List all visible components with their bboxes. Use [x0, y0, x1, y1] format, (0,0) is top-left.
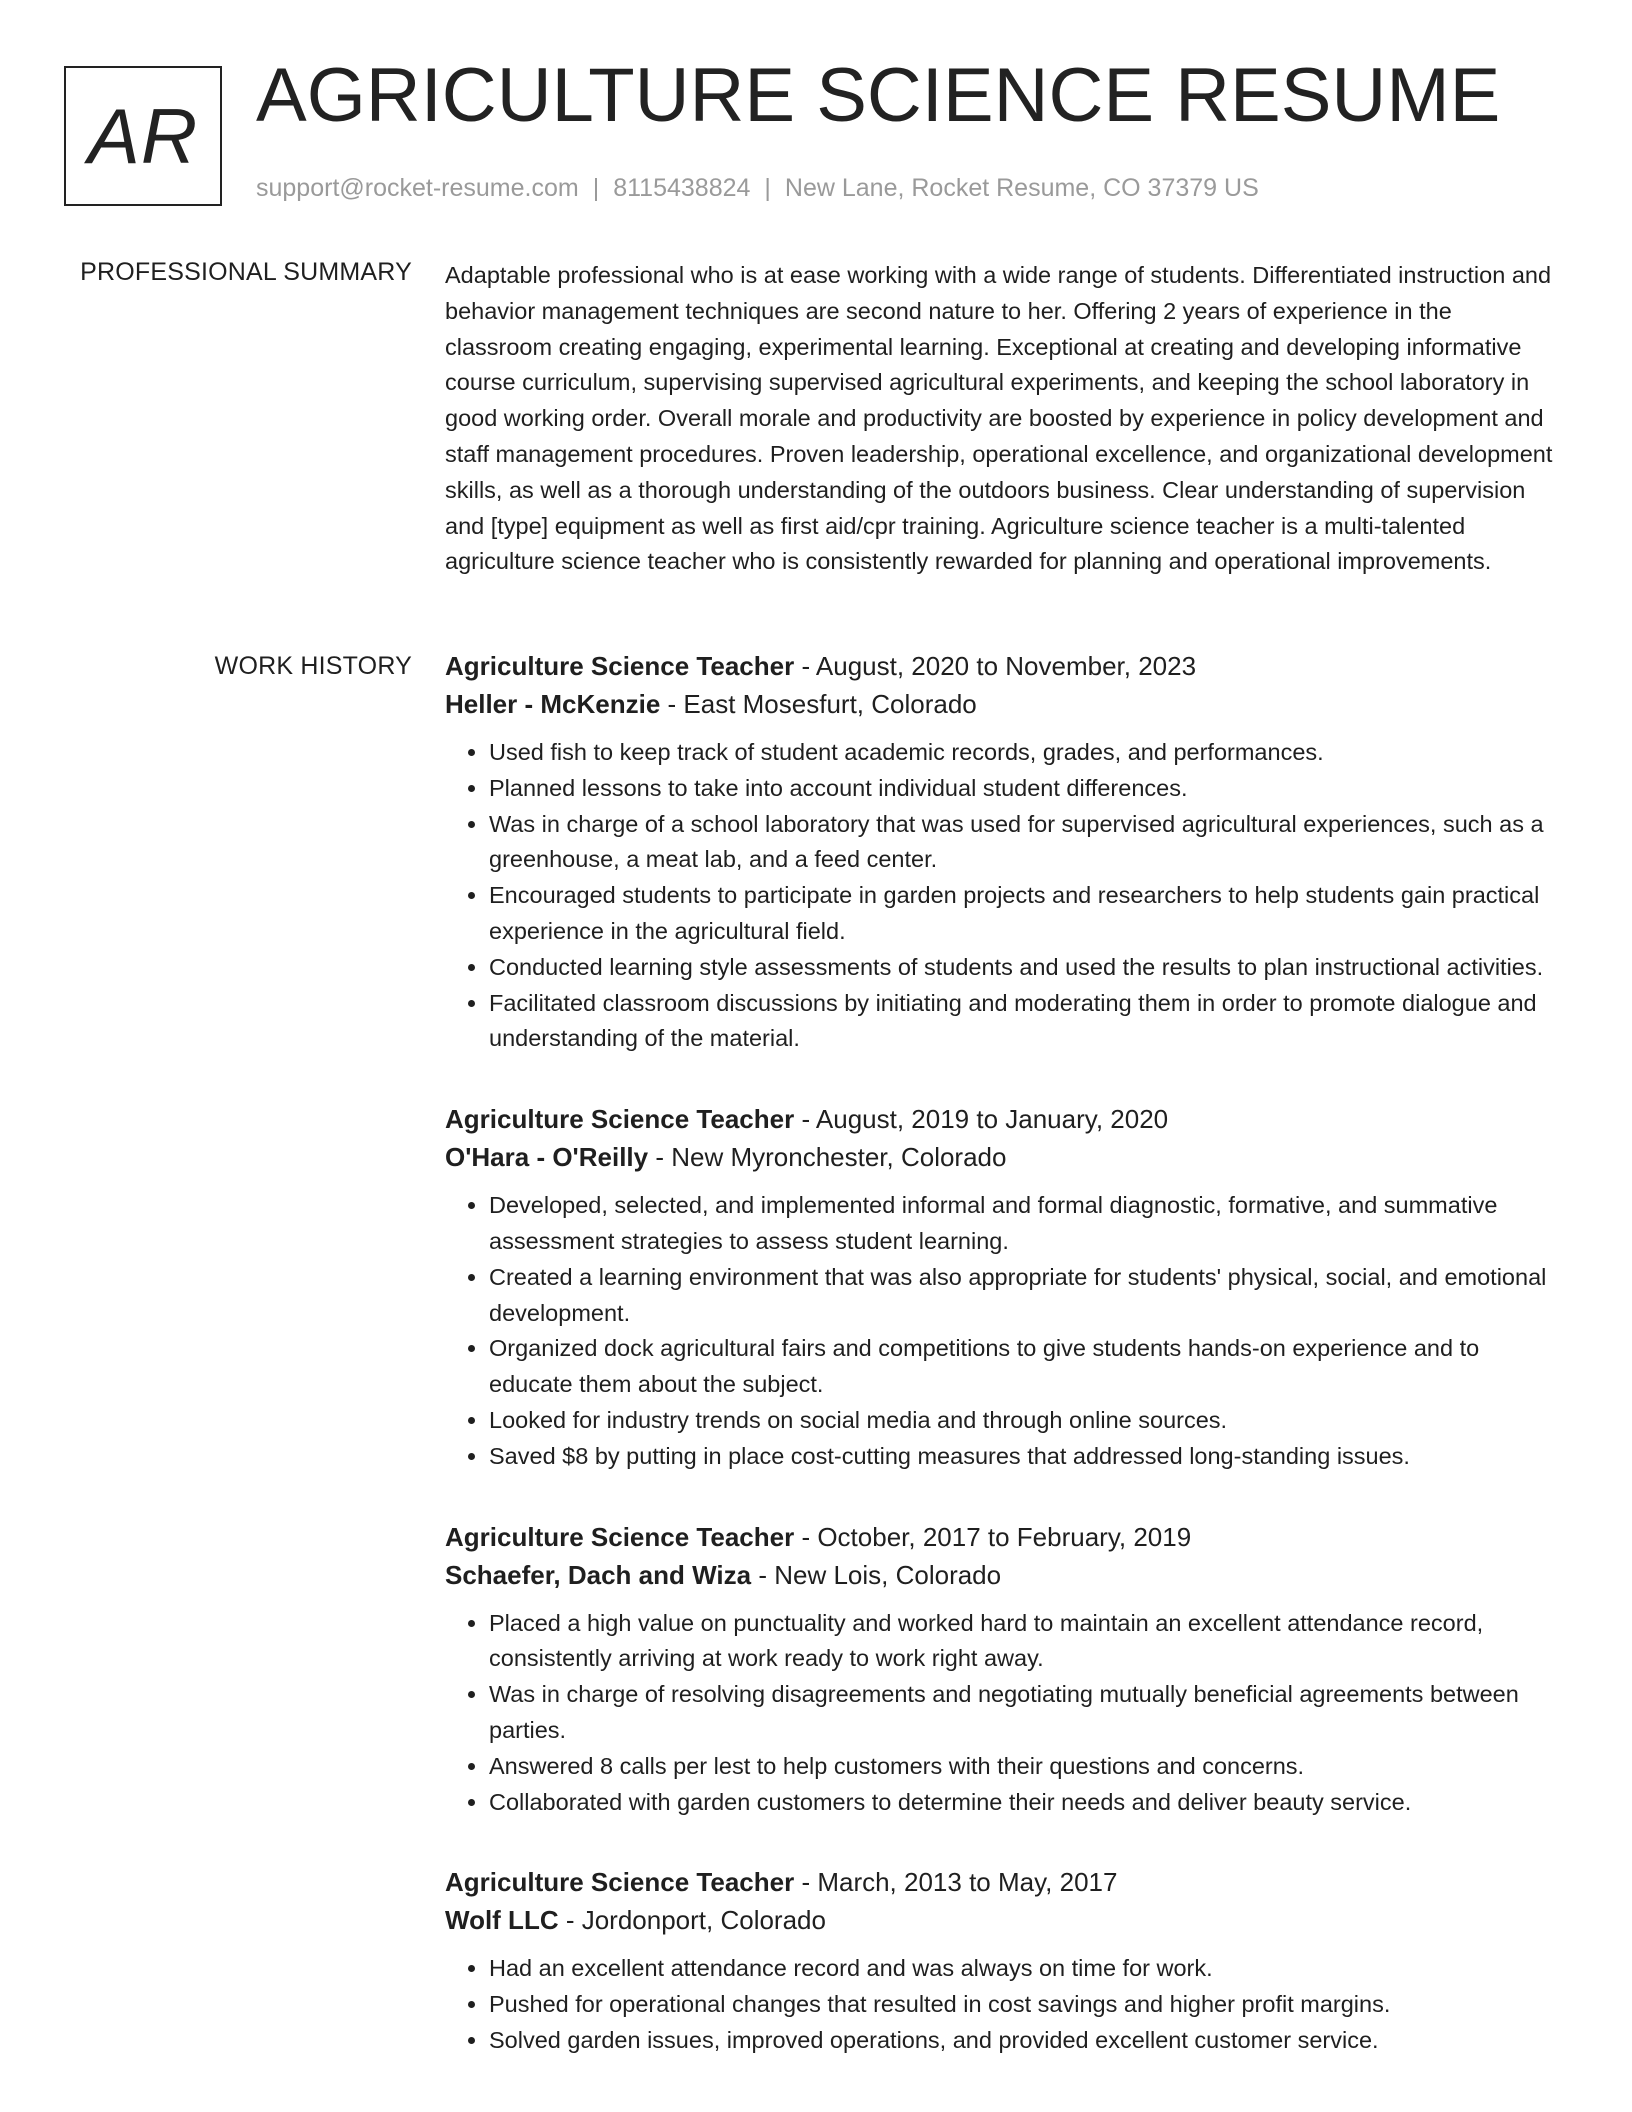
job-company-line [445, 1901, 1560, 1939]
contact-separator: | [592, 174, 600, 202]
job-bullets [445, 1951, 1560, 2058]
summary-section [445, 258, 1560, 580]
job-bullet: • Solved garden issues, improved operations, and provided excellent customer service. [489, 2023, 1560, 2059]
job-bullets [445, 735, 1560, 1057]
job-title: Agriculture Science Teacher [445, 1104, 795, 1135]
job-dates: - March, 2013 to May, 2017 [794, 1867, 1118, 1898]
job-title: Agriculture Science Teacher [445, 1867, 795, 1898]
job-bullet: • Had an excellent attendance record and was always on time for work. [489, 1951, 1560, 1987]
job-bullet: • Planned lessons to take into account individual student differences. [489, 771, 1560, 807]
contact-separator: | [764, 174, 771, 202]
job-bullet: • Developed, selected, and implemented informal and formal diagnostic, formative, and summative assessment strategies to assess student learning. [489, 1188, 1560, 1260]
job-dates: - August, 2019 to January, 2020 [794, 1104, 1169, 1135]
job-location: - East Mosesfurt, Colorado [660, 689, 977, 719]
job-entry [445, 1100, 1560, 1474]
job-bullet: • Was in charge of a school laboratory that was used for supervised agricultural experiences, such as a greenhouse, a meat lab, and a feed center. [489, 807, 1560, 879]
job-entry [445, 1863, 1560, 2058]
job-company: Wolf LLC [445, 1905, 559, 1936]
job-title-line [445, 1100, 1560, 1138]
job-company-line [445, 1556, 1560, 1594]
job-title-line [445, 1518, 1560, 1556]
job-bullets [445, 1188, 1560, 1474]
contact-line [256, 174, 1259, 203]
job-bullet: • Placed a high value on punctuality and worked hard to maintain an excellent attendance record, consistently arriving at work ready to work right away. [489, 1606, 1560, 1678]
job-title-line [445, 647, 1560, 685]
contact-phone[interactable]: 8115438824 [613, 174, 751, 202]
job-entry [445, 647, 1560, 1057]
job-location: - Jordonport, Colorado [558, 1905, 826, 1936]
work-history-section [445, 647, 1560, 2102]
job-bullet: • Was in charge of resolving disagreements and negotiating mutually beneficial agreements between parties. [489, 1677, 1560, 1749]
job-location: - New Myronchester, Colorado [648, 1142, 1007, 1173]
job-bullet: • Answered 8 calls per lest to help customers with their questions and concerns. [489, 1749, 1560, 1785]
job-bullet: • Conducted learning style assessments of students and used the results to plan instructional activities. [489, 950, 1560, 986]
job-bullet: • Collaborated with garden customers to determine their needs and deliver beauty service. [489, 1785, 1560, 1821]
job-dates: - August, 2020 to November, 2023 [794, 651, 1197, 681]
job-bullets [445, 1606, 1560, 1821]
job-company: Heller - McKenzie [445, 689, 661, 719]
contact-email[interactable]: support@rocket-resume.com [256, 174, 579, 202]
job-bullet: • Saved $8 by putting in place cost-cutting measures that addressed long-standing issues. [489, 1439, 1560, 1475]
job-location: - New Lois, Colorado [751, 1559, 1002, 1590]
section-label-summary: PROFESSIONAL SUMMARY [80, 258, 412, 286]
monogram-initials: AR [87, 91, 199, 180]
job-title: Agriculture Science Teacher [445, 1521, 795, 1552]
job-bullet: • Organized dock agricultural fairs and competitions to give students hands-on experience and to educate them about the subject. [489, 1331, 1560, 1403]
contact-address: New Lane, Rocket Resume, CO 37379 US [784, 174, 1259, 202]
resume-title: AGRICULTURE SCIENCE RESUME [256, 53, 1501, 138]
job-title: Agriculture Science Teacher [445, 651, 795, 681]
job-bullet: • Pushed for operational changes that resulted in cost savings and higher profit margins. [489, 1987, 1560, 2023]
job-company-line [445, 1138, 1560, 1176]
job-entry [445, 1518, 1560, 1821]
job-title-line [445, 1863, 1560, 1901]
job-dates: - October, 2017 to February, 2019 [794, 1521, 1192, 1552]
job-company-line [445, 685, 1560, 723]
job-company: Schaefer, Dach and Wiza [445, 1559, 752, 1590]
job-bullet: • Facilitated classroom discussions by initiating and moderating them in order to promote dialogue and understanding of the material. [489, 986, 1560, 1058]
job-bullet: • Looked for industry trends on social media and through online sources. [489, 1403, 1560, 1439]
section-label-work-history: WORK HISTORY [214, 652, 412, 680]
job-bullet: • Created a learning environment that was also appropriate for students' physical, social, and emotional development. [489, 1260, 1560, 1332]
summary-text: Adaptable professional who is at ease working with a wide range of students. Differentiated instruction and behavior management techniques are second nature to her. Offering 2 years of experience in the classroom creating engaging, experimental learning. Exceptional at creating and developing informative course curriculum, supervising supervised agricultural experiments, and keeping the school laboratory in good working order. Overall morale and productivity are boosted by experience in policy development and staff management procedures. Proven leadership, operational excellence, and organizational development skills, as well as a thorough understanding of the outdoors business. Clear understanding of supervision and [type] equipment as well as first aid/cpr training. Agriculture science teacher is a multi-talented agriculture science teacher who is consistently rewarded for planning and operational improvements. [445, 262, 1553, 575]
job-company: O'Hara - O'Reilly [445, 1142, 649, 1173]
monogram-logo [64, 66, 222, 206]
job-bullet: • Encouraged students to participate in garden projects and researchers to help students gain practical experience in the agricultural field. [489, 878, 1560, 950]
job-bullet: • Used fish to keep track of student academic records, grades, and performances. [489, 735, 1560, 771]
